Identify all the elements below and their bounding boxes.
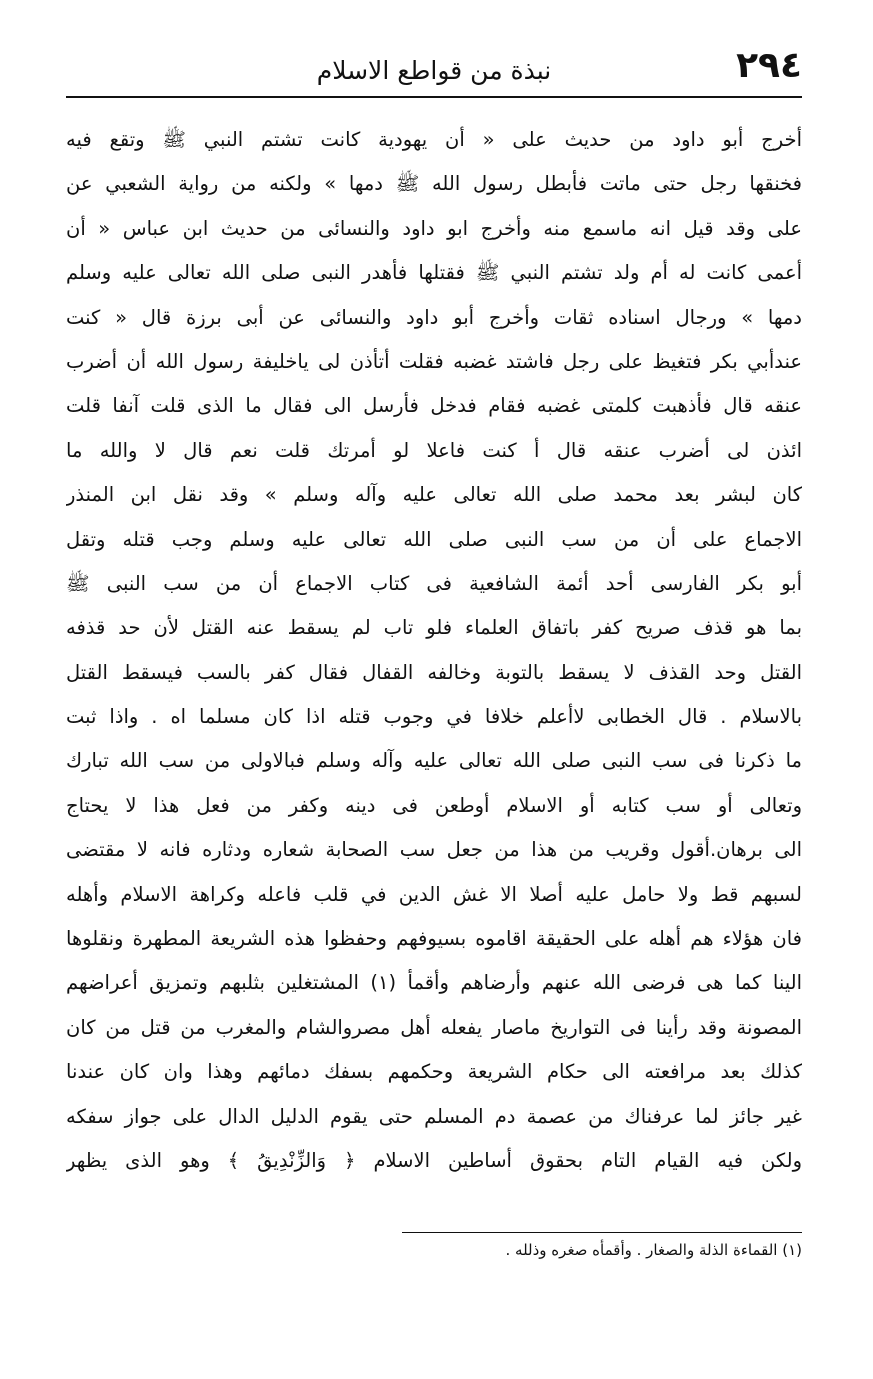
footnote-rule: [402, 1232, 802, 1233]
text-line: الينا كما هى فرضى الله عنهم وأرضاهم وأقمأ (١) المشتغلين بثلبهم وتمزيق أعراضهم: [66, 971, 802, 995]
page-header: [66, 40, 802, 96]
text-line: ما ذكرنا فى سب النبى صلى الله تعالى عليه وآله وسلم فبالاولى من سب الله تبارك: [66, 749, 802, 773]
text-line: الاجماع على أن من سب النبى صلى الله تعالى عليه وسلم وجب قتله وتقل: [66, 527, 802, 551]
text-line: عندأبي بكر فتغيظ على رجل فاشتد غضبه فقلت أتأذن لى ياخليفة رسول الله أن أضرب: [66, 349, 802, 373]
text-line: لسبهم قط ولا حامل عليه أصلا الا غش الدين في قلب فاعله وكراهة الاسلام وأهله: [66, 882, 802, 906]
text-line: كان لبشر بعد محمد صلى الله تعالى عليه وآله وسلم » وقد نقل ابن المنذر: [66, 483, 802, 507]
text-line: غير جائز لما عرفناك من عصمة دم المسلم حتى يقوم الدليل الدال على جواز سفكه: [66, 1104, 802, 1128]
page-number: ٢٩٤: [736, 45, 802, 86]
text-line: فخنقها رجل حتى ماتت فأبطل رسول الله ﷺ دمها » ولكنه من رواية الشعبي عن: [66, 172, 802, 196]
text-line: أعمى كانت له أم ولد تشتم النبي ﷺ فقتلها فأهدر النبى صلى الله تعالى عليه وسلم: [66, 261, 802, 285]
text-line: بالاسلام . قال الخطابى لاأعلم خلافا في وجوب قتله اذا كان مسلما اه . واذا ثبت: [66, 705, 802, 729]
text-line: ائذن لى أضرب عنقه قال أ كنت فاعلا لو أمرتك قلت نعم قال لا والله ما: [66, 438, 802, 462]
footnote: (١) القماءة الذلة والصغار . وأقمأه صغره وذلله .: [505, 1241, 802, 1259]
text-line: فان هؤلاء هم أهله على الحقيقة اقاموه بسيوفهم وحفظوا هذه الشريعة المطهرة ونقلوها: [66, 927, 802, 951]
text-line: بما هو قذف صريح كفر باتفاق العلماء فلو تاب لم يسقط عنه القتل لأن حد قذفه: [66, 616, 802, 640]
text-line: ولكن فيه القيام التام بحقوق أساطين الاسلام ﴿ وَالزِّنْدِيقُ ﴾ وهو الذى يظهر: [66, 1148, 802, 1172]
running-title: نبذة من قواطع الاسلام: [316, 56, 552, 85]
text-line: أبو بكر الفارسى أحد أئمة الشافعية فى كتاب الاجماع أن من سب النبى ﷺ: [66, 571, 802, 595]
text-line: الى برهان.أقول وقريب من هذا من جعل سب الصحابة شعاره ودثاره فانه لا مقتضى: [66, 838, 802, 862]
text-line: على وقد قيل انه ماسمع منه وأخرج ابو داود والنسائى من حديث ابن عباس « أن: [66, 216, 802, 240]
body-text: [66, 118, 802, 1183]
text-line: عنقه قال فأذهبت كلمتى غضبه فقام فدخل فأرسل الى فقال ما الذى قلت آنفا قلت: [66, 394, 802, 418]
text-line: وتعالى أو سب كتابه أو الاسلام أوطعن فى دينه وكفر من فعل هذا لا يحتاج: [66, 793, 802, 817]
text-line: دمها » ورجال اسناده ثقات وأخرج أبو داود والنسائى عن أبى برزة قال « كنت: [66, 305, 802, 329]
text-line: المصونة وقد رأينا فى التواريخ ماصار يفعله أهل مصروالشام والمغرب من قتل من كان: [66, 1015, 802, 1039]
header-rule: [66, 96, 802, 98]
text-line: القتل وحد القذف لا يسقط بالتوبة وخالفه القفال فقال كفر بالسب فيسقط القتل: [66, 660, 802, 684]
text-line: أخرج أبو داود من حديث على « أن يهودية كانت تشتم النبي ﷺ وتقع فيه: [66, 128, 802, 151]
text-line: كذلك بعد مرافعته الى حكام الشريعة وحكمهم بسفك دمائهم وهذا وان كان عندنا: [66, 1060, 802, 1084]
